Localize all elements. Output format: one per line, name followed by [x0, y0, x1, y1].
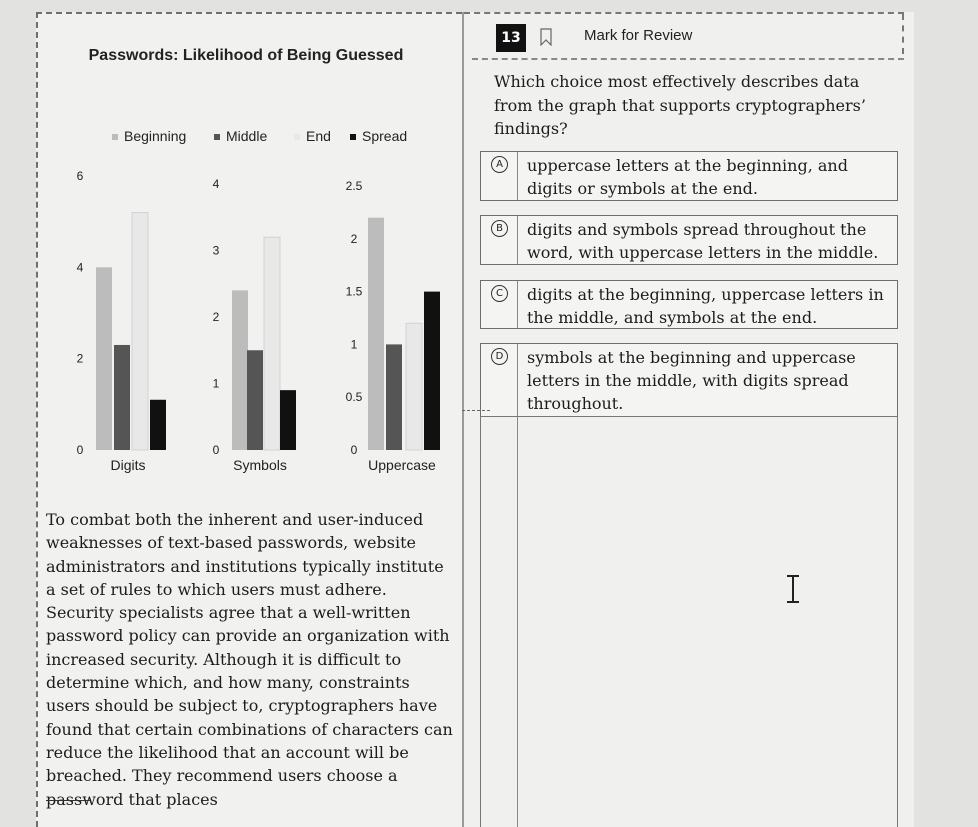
- y-tick-label: 4: [76, 260, 84, 275]
- question-header: [472, 22, 904, 60]
- choice-letter-b: B: [491, 220, 508, 237]
- choice-separator: [517, 216, 518, 264]
- category-label-symbols: Symbols: [233, 457, 287, 473]
- bar-uppercase-beginning: [368, 218, 384, 450]
- passage-text: To combat both the inherent and user-induced weaknesses of text-based passwords, website administrators and institutions typically institute a set of rules to which users must adhere. Security specialists agree that a well-written password policy can provide an organization with increased security. Although it is difficult to determine which, and how many, constraints users should be subject to, cryptographers have found that certain combinations of characters can reduce the likelihood that an account will be breached. They recommend users choose a password that places: [46, 510, 453, 809]
- bar-uppercase-spread: [424, 292, 440, 450]
- chart: [36, 150, 456, 480]
- y-tick-label: 0: [350, 443, 358, 457]
- y-tick-label: 0: [212, 443, 220, 457]
- y-tick-label: 4: [212, 177, 220, 191]
- bar-symbols-beginning: [232, 290, 248, 450]
- category-label-uppercase: Uppercase: [368, 457, 436, 473]
- y-tick-label: 2: [212, 310, 220, 324]
- legend-item-end: [294, 128, 331, 144]
- bar-symbols-middle: [247, 350, 263, 450]
- answer-area-lower: [480, 416, 898, 827]
- legend-swatch-beginning: [112, 134, 118, 140]
- y-tick-label: 0.5: [345, 390, 363, 405]
- answer-choice-b[interactable]: [480, 215, 898, 265]
- y-tick-label: 2: [76, 351, 84, 366]
- y-tick-label: 1: [350, 337, 358, 352]
- text-cursor-icon: [784, 574, 802, 604]
- bar-symbols-end: [264, 237, 280, 450]
- legend-swatch-middle: [214, 134, 220, 140]
- y-tick-label: 1.5: [345, 284, 363, 299]
- bar-digits-end: [132, 213, 148, 450]
- bar-digits-beginning: [96, 267, 112, 450]
- choice-text-a: uppercase letters at the beginning, and digits or symbols at the end.: [527, 156, 848, 198]
- bar-uppercase-middle: [386, 344, 402, 450]
- header-dash: [464, 12, 904, 14]
- answer-choice-c[interactable]: [480, 280, 898, 329]
- y-tick-label: 2.5: [345, 179, 363, 193]
- category-label-digits: Digits: [110, 457, 146, 473]
- legend-label-beginning: Beginning: [124, 128, 187, 144]
- question-number: 13: [496, 24, 526, 52]
- y-tick-label: 1: [212, 376, 220, 391]
- question-prompt: Which choice most effectively describes data from the graph that supports cryptographers’ findings?: [494, 72, 866, 138]
- bar-digits-spread: [150, 400, 166, 450]
- y-tick-label: 6: [76, 169, 84, 183]
- choice-text-d: symbols at the beginning and uppercase letters in the middle, with digits spread throughout.: [527, 348, 856, 413]
- choice-letter-d: D: [491, 348, 508, 365]
- legend-item-beginning: [112, 128, 186, 144]
- legend-label-middle: Middle: [226, 128, 268, 144]
- y-tick-label: 0: [76, 443, 84, 457]
- choice-separator: [517, 344, 518, 416]
- choice-letter-a: A: [491, 156, 508, 173]
- y-tick-label: 2: [350, 231, 358, 246]
- bar-digits-middle: [114, 345, 130, 450]
- legend-item-spread: [350, 128, 407, 144]
- mark-for-review-button[interactable]: Mark for Review: [584, 27, 693, 44]
- chart-legend: [40, 128, 460, 148]
- legend-item-middle: [214, 128, 267, 144]
- choice-letter-c: C: [491, 285, 508, 302]
- answer-choice-a[interactable]: [480, 151, 898, 201]
- answer-choice-d[interactable]: [480, 343, 898, 417]
- choice-separator: [517, 281, 518, 328]
- choice-text-b: digits and symbols spread throughout the word, with uppercase letters in the middle.: [527, 220, 879, 262]
- bar-symbols-spread: [280, 390, 296, 450]
- bar-uppercase-end: [406, 323, 422, 450]
- legend-swatch-end: [294, 134, 300, 140]
- bookmark-icon[interactable]: [540, 28, 552, 46]
- passage: [46, 508, 456, 811]
- chart-title: Passwords: Likelihood of Being Guessed: [88, 47, 404, 64]
- legend-label-spread: Spread: [362, 128, 408, 144]
- blank-line: [46, 800, 90, 801]
- legend-swatch-spread: [350, 134, 356, 140]
- y-tick-label: 3: [212, 243, 220, 258]
- lower-separator: [517, 417, 518, 827]
- choice-text-c: digits at the beginning, uppercase letters in the middle, and symbols at the end.: [527, 285, 884, 327]
- choice-separator: [517, 152, 518, 200]
- split-dash: [462, 410, 490, 411]
- legend-label-end: End: [306, 128, 331, 144]
